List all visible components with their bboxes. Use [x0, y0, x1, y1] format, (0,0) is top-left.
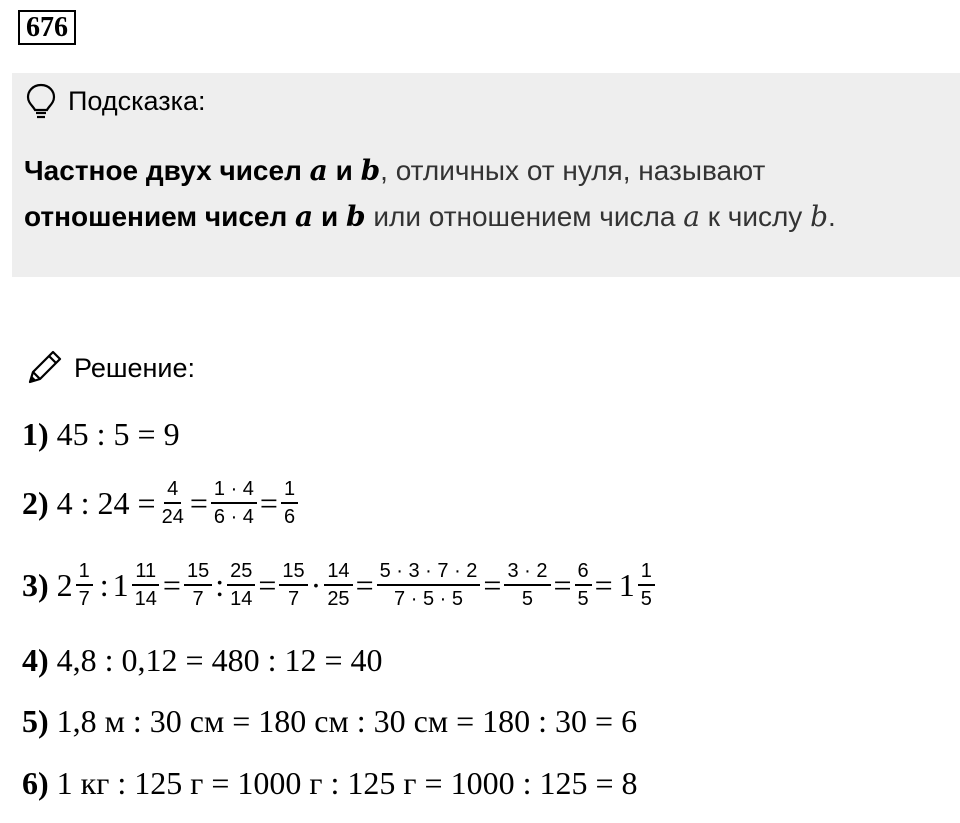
fraction: $\frac{1}{7}$: [76, 560, 93, 610]
equals: =: [259, 484, 278, 521]
solution-line-4: [22, 642, 383, 679]
problem-number: 676: [18, 10, 76, 45]
hint-line-1: [24, 148, 954, 194]
equals: =: [162, 566, 181, 603]
hint-header: [24, 80, 206, 122]
fraction: $\frac{4}{24}$: [161, 478, 184, 528]
solution-header: [22, 344, 195, 392]
solution-title: Решение:: [74, 352, 196, 383]
hint-line-2: [24, 194, 954, 240]
var-a: a: [295, 200, 314, 233]
fraction: $\frac{14}{25}$: [324, 560, 352, 610]
fraction: $\frac{6}{5}$: [575, 560, 592, 610]
hint-phrase-or: или отношением числа: [373, 201, 676, 232]
whole-part: 1: [618, 566, 635, 603]
hint-title: Подсказка:: [68, 85, 206, 116]
fraction: $\frac{15}{7}$: [184, 560, 212, 610]
fraction: $\frac{1}{6}$: [281, 478, 298, 528]
solution-line-6: [22, 765, 638, 802]
expression: 4 : 24 =: [56, 484, 156, 521]
equals: =: [189, 484, 208, 521]
solution-line-2: [22, 478, 301, 528]
whole-part: 2: [56, 566, 73, 603]
equals: =: [483, 566, 502, 603]
item-number: 4): [22, 642, 49, 678]
solution-line-5: [22, 703, 637, 740]
word-and: и: [335, 155, 353, 186]
var-a: a: [309, 154, 328, 187]
whole-part: 1: [112, 566, 129, 603]
expression: 1 кг : 125 г = 1000 г : 125 г = 1000 : 125 = 8: [56, 765, 638, 801]
hint-text: [24, 148, 954, 240]
multiply-dot: ·: [310, 566, 322, 603]
var-b: b: [345, 200, 366, 233]
equals: =: [258, 566, 277, 603]
hint-phrase-quotient: Частное двух чисел: [24, 155, 302, 186]
expression: 4,8 : 0,12 = 480 : 12 = 40: [56, 642, 383, 678]
var-b: b: [810, 200, 829, 233]
var-a: a: [683, 200, 700, 233]
colon: :: [215, 566, 225, 603]
var-b: b: [360, 154, 381, 187]
expression: 1,8 м : 30 см = 180 см : 30 см = 180 : 30 = 6: [56, 703, 638, 739]
period: .: [828, 201, 836, 232]
fraction: $\frac{1}{5}$: [638, 560, 655, 610]
solution-line-3: [22, 560, 658, 610]
equals: =: [594, 566, 613, 603]
pencil-icon: [22, 346, 66, 390]
equals: =: [355, 566, 374, 603]
item-number: 6): [22, 765, 49, 801]
fraction: $\frac{25}{14}$: [227, 560, 255, 610]
hint-phrase-nonzero: , отличных от нуля, называют: [380, 155, 766, 186]
fraction: $\frac{15}{7}$: [279, 560, 307, 610]
colon: :: [99, 566, 109, 603]
fraction: $\frac{1 \cdot 4}{6 \cdot 4}$: [211, 478, 257, 528]
fraction: $\frac{11}{14}$: [132, 560, 160, 610]
solution-line-1: [22, 416, 180, 453]
fraction: $\frac{5 \cdot 3 \cdot 7 \cdot 2}{7 \cdot 5 \cdot 5}$: [377, 560, 481, 610]
fraction: $\frac{3 \cdot 2}{5}$: [504, 560, 550, 610]
item-number: 3): [22, 566, 49, 603]
lightbulb-icon: [24, 82, 58, 120]
item-number: 1): [22, 416, 49, 452]
expression: 45 : 5 = 9: [56, 416, 180, 452]
hint-phrase-ratio: отношением чисел: [24, 201, 288, 232]
word-and: и: [320, 201, 339, 232]
item-number: 2): [22, 484, 49, 521]
item-number: 5): [22, 703, 49, 739]
hint-phrase-to-number: к числу: [707, 201, 803, 232]
equals: =: [553, 566, 572, 603]
